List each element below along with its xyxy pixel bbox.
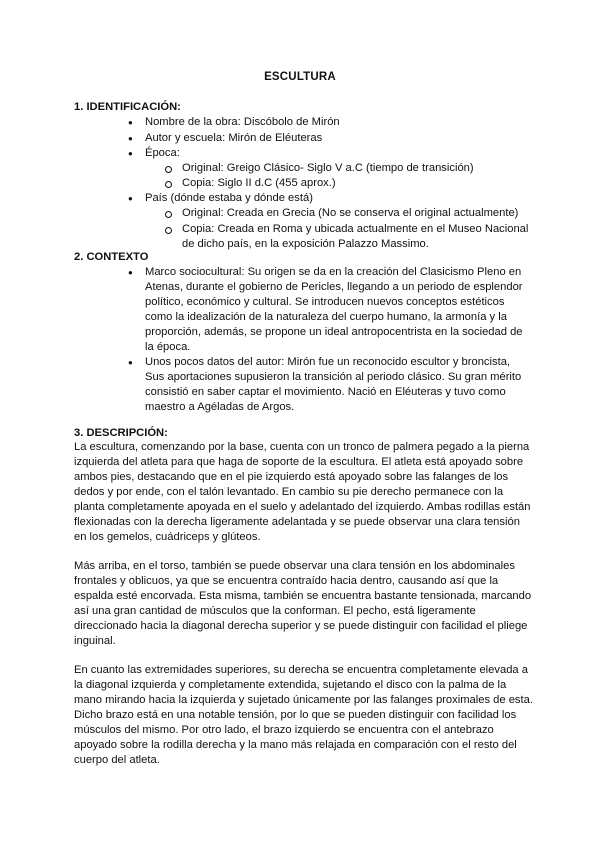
list-item-epoca: Época: <box>145 147 180 159</box>
paragraph-3-line: la diagonal izquierda y completamente extendida, sujetando el disco con la palma de la <box>74 679 507 691</box>
section-heading-contexto: 2. CONTEXTO <box>74 251 149 263</box>
context-autor-line: Unos pocos datos del autor: Mirón fue un reconocido escultor y broncista, <box>145 356 511 368</box>
circle-bullet-icon <box>165 211 172 218</box>
paragraph-1-line: dedos y por ende, con el talón levantado. En cambio su pie derecho permanece con la <box>74 486 504 498</box>
context-autor-line: maestro a Agéladas de Argos. <box>145 401 295 413</box>
paragraph-3-line: apoyado sobre la rodilla derecha y la mano más relajada en comparación con el resto del <box>74 739 517 751</box>
sublist-item-pais-original: Original: Creada en Grecia (No se conserva el original actualmente) <box>182 207 519 219</box>
list-item-autor: Autor y escuela: Mirón de Eléuteras <box>145 132 323 144</box>
bullet-icon: ● <box>128 268 133 277</box>
section-heading-identificacion: 1. IDENTIFICACIÓN: <box>74 101 181 113</box>
context-autor-line: consistió en saber captar el movimiento. Nació en Eléuteras y tuvo como <box>145 386 506 398</box>
paragraph-3-line: Dicho brazo está en una notable tensión, por lo que se pueden distinguir con facilidad los <box>74 709 517 721</box>
circle-bullet-icon <box>165 181 172 188</box>
paragraph-2-line: frontales y oblicuos, ya que se encuentra contraído hacia dentro, causando así que la <box>74 575 499 587</box>
paragraph-3-line: músculos del mismo. Por otro lado, el brazo izquierdo se encuentra con el antebrazo <box>74 724 494 736</box>
paragraph-2-line: espalda esté encorvada. Esta misma, también se encuentra bastante tensionada, marcando <box>74 590 532 602</box>
context-marco-line: proporción, además, se propone un ideal antropocentrista en la sociedad de <box>145 326 523 338</box>
paragraph-1-line: ambos pies, destacando que en el pie izquierdo está apoyado sobre las falanges de los <box>74 471 509 483</box>
paragraph-2-line: Más arriba, en el torso, también se puede observar una clara tensión en los abdominales <box>74 560 515 572</box>
paragraph-2-line: así una gran cantidad de músculos que la conforman. El pecho, está ligeramente <box>74 605 476 617</box>
paragraph-3-line: En cuanto las extremidades superiores, su derecha se encuentra completamente elevada a <box>74 664 528 676</box>
paragraph-2-line: inguinal. <box>74 635 116 647</box>
paragraph-1-line: La escultura, comenzando por la base, cuenta con un tronco de palmera pegado a la pierna <box>74 441 530 453</box>
sublist-item-pais-copia: Copia: Creada en Roma y ubicada actualmente en el Museo Nacional <box>182 223 529 235</box>
paragraph-1-line: planta completamente apoyada en el suelo y adelantado del izquierdo. Ambas rodillas están <box>74 501 531 513</box>
bullet-icon: ● <box>128 194 133 203</box>
paragraph-1-line: izquierda del atleta para que haga de soporte de la escultura. El atleta está apoyado sobre <box>74 456 524 468</box>
section-heading-descripcion: 3. DESCRIPCIÓN: <box>74 427 168 439</box>
context-marco-line: la época. <box>145 341 191 353</box>
bullet-icon: ● <box>128 149 133 158</box>
list-item-nombre: Nombre de la obra: Discóbolo de Mirón <box>145 116 340 128</box>
list-item-pais: País (dónde estaba y dónde está) <box>145 192 313 204</box>
context-marco-line: Marco sociocultural: Su origen se da en la creación del Clasicismo Pleno en <box>145 266 522 278</box>
bullet-icon: ● <box>128 118 133 127</box>
paragraph-1-line: flexionadas con la derecha ligeramente adelantada y se puede observar una clara tensión <box>74 516 520 528</box>
context-autor-line: Sus aportaciones supusieron la transición al periodo clásico. Su gran mérito <box>145 371 522 383</box>
page-title: ESCULTURA <box>264 71 336 83</box>
sublist-item-pais-copia-cont: de dicho país, en la exposición Palazzo Massimo. <box>182 238 429 250</box>
bullet-icon: ● <box>128 358 133 367</box>
circle-bullet-icon <box>165 166 172 173</box>
paragraph-2-line: direccionado hacia la diagonal derecha superior y se puede distinguir con facilidad el pliege <box>74 620 528 632</box>
paragraph-3-line: cuerpo del atleta. <box>74 754 160 766</box>
sublist-item-epoca-original: Original: Greigo Clásico- Siglo V a.C (tiempo de transición) <box>182 162 474 174</box>
sublist-item-epoca-copia: Copia: Siglo II d.C (455 aprox.) <box>182 177 336 189</box>
circle-bullet-icon <box>165 227 172 234</box>
bullet-icon: ● <box>128 134 133 143</box>
context-marco-line: Atenas, durante el gobierno de Pericles, llegando a un periodo de esplendor <box>145 281 523 293</box>
context-marco-line: político, económico y cultural. Se introducen nuevos conceptos estéticos <box>145 296 505 308</box>
paragraph-1-line: en los gemelos, cuádriceps y glúteos. <box>74 531 261 543</box>
paragraph-3-line: mano mirando hacia la izquierda y sujetado únicamente por las falanges proximales de esta. <box>74 694 533 706</box>
context-marco-line: como la idealización de la naturaleza del cuerpo humano, la armonía y la <box>145 311 507 323</box>
